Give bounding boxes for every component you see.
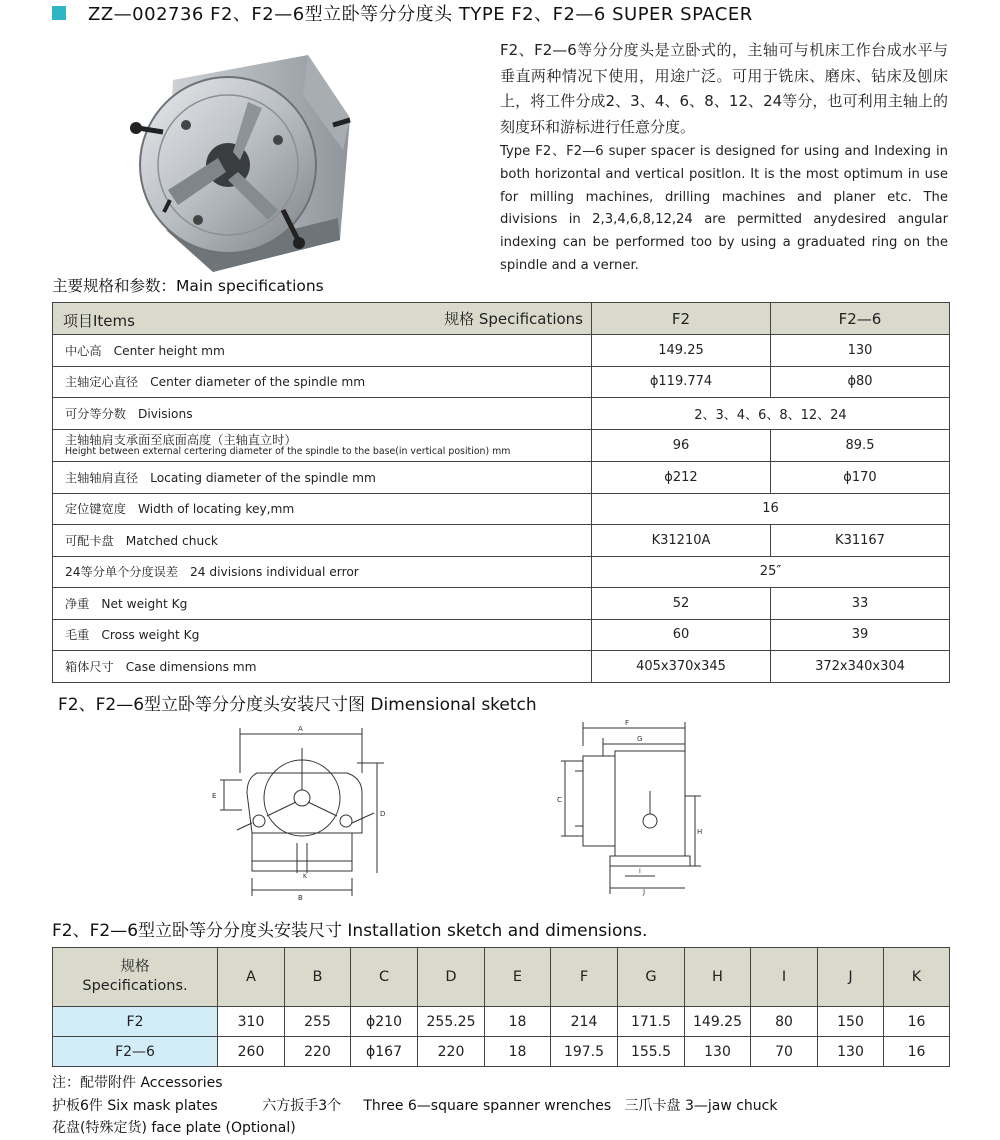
cell: ϕ210 <box>351 1007 418 1037</box>
cell-f2-6: 372x340x304 <box>771 651 950 683</box>
table-row <box>53 1037 950 1067</box>
table-row <box>53 462 950 494</box>
cell-f2-6: ϕ80 <box>771 366 950 398</box>
col-a: A <box>218 948 285 1007</box>
col-k: K <box>884 948 950 1007</box>
row-label-en: Matched chuck <box>125 533 218 548</box>
row-label-en: Cross weight Kg <box>101 628 200 643</box>
front-view-sketch <box>212 718 402 908</box>
row-label-en: Width of locating key,mm <box>137 502 295 517</box>
row-label-en: Divisions <box>137 406 193 421</box>
cell-f2: ϕ119.774 <box>592 366 771 398</box>
row-name: F2 <box>53 1007 218 1037</box>
dim-label-d: D <box>380 810 386 818</box>
accessories-line-1: 护板6件 Six mask plates 六方扳手3个 Three 6—square spanner wrenches 三爪卡盘 3—jaw chuck <box>52 1097 778 1114</box>
row-label-zh: 净重 <box>65 596 90 611</box>
cell: 220 <box>418 1037 485 1067</box>
cell: 171.5 <box>618 1007 685 1037</box>
dim-label-c: C <box>557 796 562 804</box>
install-header-row <box>53 948 950 1007</box>
header-spec-label: 规格 Specifications <box>444 310 583 328</box>
cell-f2-6: 89.5 <box>771 429 950 462</box>
cell: 260 <box>218 1037 285 1067</box>
cell: 255.25 <box>418 1007 485 1037</box>
row-name: F2—6 <box>53 1037 218 1067</box>
page-title: ZZ—002736 F2、F2—6型立卧等分分度头 TYPE F2、F2—6 SUPER SPACER <box>88 4 753 25</box>
cell-f2-6: 130 <box>771 335 950 367</box>
cell: 255 <box>285 1007 351 1037</box>
accessories-title: 注：配带附件 Accessories <box>52 1075 223 1091</box>
header-col-f2-6: F2—6 <box>771 303 950 335</box>
col-c: C <box>351 948 418 1007</box>
table-row <box>53 556 950 588</box>
dim-label-e: E <box>212 792 217 800</box>
col-i: I <box>751 948 818 1007</box>
dim-label-g: G <box>637 735 643 743</box>
cell: 197.5 <box>551 1037 618 1067</box>
product-photo <box>128 40 363 275</box>
cell-f2: 60 <box>592 619 771 651</box>
intro-text <box>500 38 948 278</box>
row-label-zh: 定位键宽度 <box>65 502 126 517</box>
col-g: G <box>618 948 685 1007</box>
cell-f2-6: 39 <box>771 619 950 651</box>
col-e: E <box>485 948 551 1007</box>
row-label-zh: 可分等分数 <box>65 406 126 421</box>
table-row <box>53 493 950 525</box>
table-row <box>53 1007 950 1037</box>
install-table <box>52 947 950 1067</box>
dim-label-j: J <box>643 888 646 896</box>
row-label-zh: 24等分单个分度误差 <box>65 565 179 580</box>
table-row <box>53 619 950 651</box>
dim-label-b: B <box>298 894 303 902</box>
row-label-en: Net weight Kg <box>101 596 188 611</box>
cell: 310 <box>218 1007 285 1037</box>
row-label-en: Center diameter of the spindle mm <box>150 375 366 390</box>
cell-shared: 25″ <box>592 556 950 588</box>
specs-title: 主要规格和参数：Main specifications <box>52 277 324 295</box>
page-header <box>52 0 753 26</box>
table-row <box>53 588 950 620</box>
cell-f2: 405x370x345 <box>592 651 771 683</box>
row-label-en: Center height mm <box>113 343 225 358</box>
row-label-zh: 主轴定心直径 <box>65 375 139 390</box>
accent-square-icon <box>52 6 66 20</box>
table-row <box>53 335 950 367</box>
table-row <box>53 429 950 462</box>
cell-f2: ϕ212 <box>592 462 771 494</box>
row-label-zh: 毛重 <box>65 628 90 643</box>
col-b: B <box>285 948 351 1007</box>
accessories-line-2: 花盘(特殊定货) face plate (Optional) <box>52 1120 296 1136</box>
row-label-zh: 中心高 <box>65 343 102 358</box>
dim-label-f: F <box>625 719 630 727</box>
cell: 70 <box>751 1037 818 1067</box>
cell: 220 <box>285 1037 351 1067</box>
cell-f2: 149.25 <box>592 335 771 367</box>
table-row <box>53 651 950 683</box>
col-d: D <box>418 948 485 1007</box>
cell: 214 <box>551 1007 618 1037</box>
cell: 130 <box>685 1037 751 1067</box>
specs-header-row <box>53 303 950 335</box>
row-label-en: Locating diameter of the spindle mm <box>150 470 376 485</box>
cell: 16 <box>884 1037 950 1067</box>
cell-f2: K31210A <box>592 525 771 557</box>
dim-label-i: I <box>639 868 641 875</box>
cell: 80 <box>751 1007 818 1037</box>
cell-f2-6: ϕ170 <box>771 462 950 494</box>
cell-f2: 96 <box>592 429 771 462</box>
col-f: F <box>551 948 618 1007</box>
cell-shared: 2、3、4、6、8、12、24 <box>592 398 950 430</box>
cell: 18 <box>485 1037 551 1067</box>
cell: 149.25 <box>685 1007 751 1037</box>
row-label-zh: 主轴轴肩支承面至底面高度（主轴直立时） <box>65 432 297 447</box>
install-header-spec: 规格 Specifications. <box>53 948 218 1007</box>
col-j: J <box>818 948 884 1007</box>
cell: 150 <box>818 1007 884 1037</box>
cell-f2: 52 <box>592 588 771 620</box>
sketch-title: F2、F2—6型立卧等分分度头安装尺寸图 Dimensional sketch <box>58 695 537 715</box>
table-row <box>53 366 950 398</box>
header-col-f2: F2 <box>592 303 771 335</box>
dim-label-a: A <box>298 725 303 733</box>
row-label-en: Height between external certering diameter of the spindle to the base(in vertical position) mm <box>65 445 511 457</box>
row-label-en: Case dimensions mm <box>125 659 257 674</box>
dim-label-h: H <box>697 828 703 836</box>
specs-table <box>52 302 950 683</box>
accessories <box>52 1072 777 1140</box>
table-row <box>53 398 950 430</box>
cell-f2-6: 33 <box>771 588 950 620</box>
intro-zh: F2、F2—6等分分度头是立卧式的，主轴可与机床工作台成水平与垂直两种情况下使用，用途广泛。可用于铣床、磨床、钻床及刨床上，将工件分成2、3、4、6、8、12、24等分，也可利用主轴上的刻度环和游标进行任意分度。 <box>500 41 948 136</box>
col-h: H <box>685 948 751 1007</box>
cell-f2-6: K31167 <box>771 525 950 557</box>
intro-en: Type F2、F2—6 super spacer is designed for using and Indexing in both horizontal and vertical positlon. It is the most optimum in use for milling machines, drilling machines and planer etc. The divisions in 2,3,4,6,8,12,24 are permitted anydesired angular indexing can be performed too by using a graduated ring on the spindle and a verner. <box>500 144 948 273</box>
cell: 130 <box>818 1037 884 1067</box>
cell: ϕ167 <box>351 1037 418 1067</box>
row-label-zh: 可配卡盘 <box>65 533 114 548</box>
row-label-en: 24 divisions individual error <box>190 565 359 580</box>
cell: 155.5 <box>618 1037 685 1067</box>
dim-label-k: K <box>303 873 307 880</box>
cell-shared: 16 <box>592 493 950 525</box>
specs-header-items <box>53 303 592 335</box>
cell: 16 <box>884 1007 950 1037</box>
row-label-zh: 箱体尺寸 <box>65 659 114 674</box>
header-items-label: 项目Items <box>63 312 135 330</box>
side-view-sketch <box>555 716 705 896</box>
row-label-zh: 主轴轴肩直径 <box>65 470 139 485</box>
table-row <box>53 525 950 557</box>
install-title: F2、F2—6型立卧等分分度头安装尺寸 Installation sketch and dimensions. <box>52 921 648 941</box>
cell: 18 <box>485 1007 551 1037</box>
